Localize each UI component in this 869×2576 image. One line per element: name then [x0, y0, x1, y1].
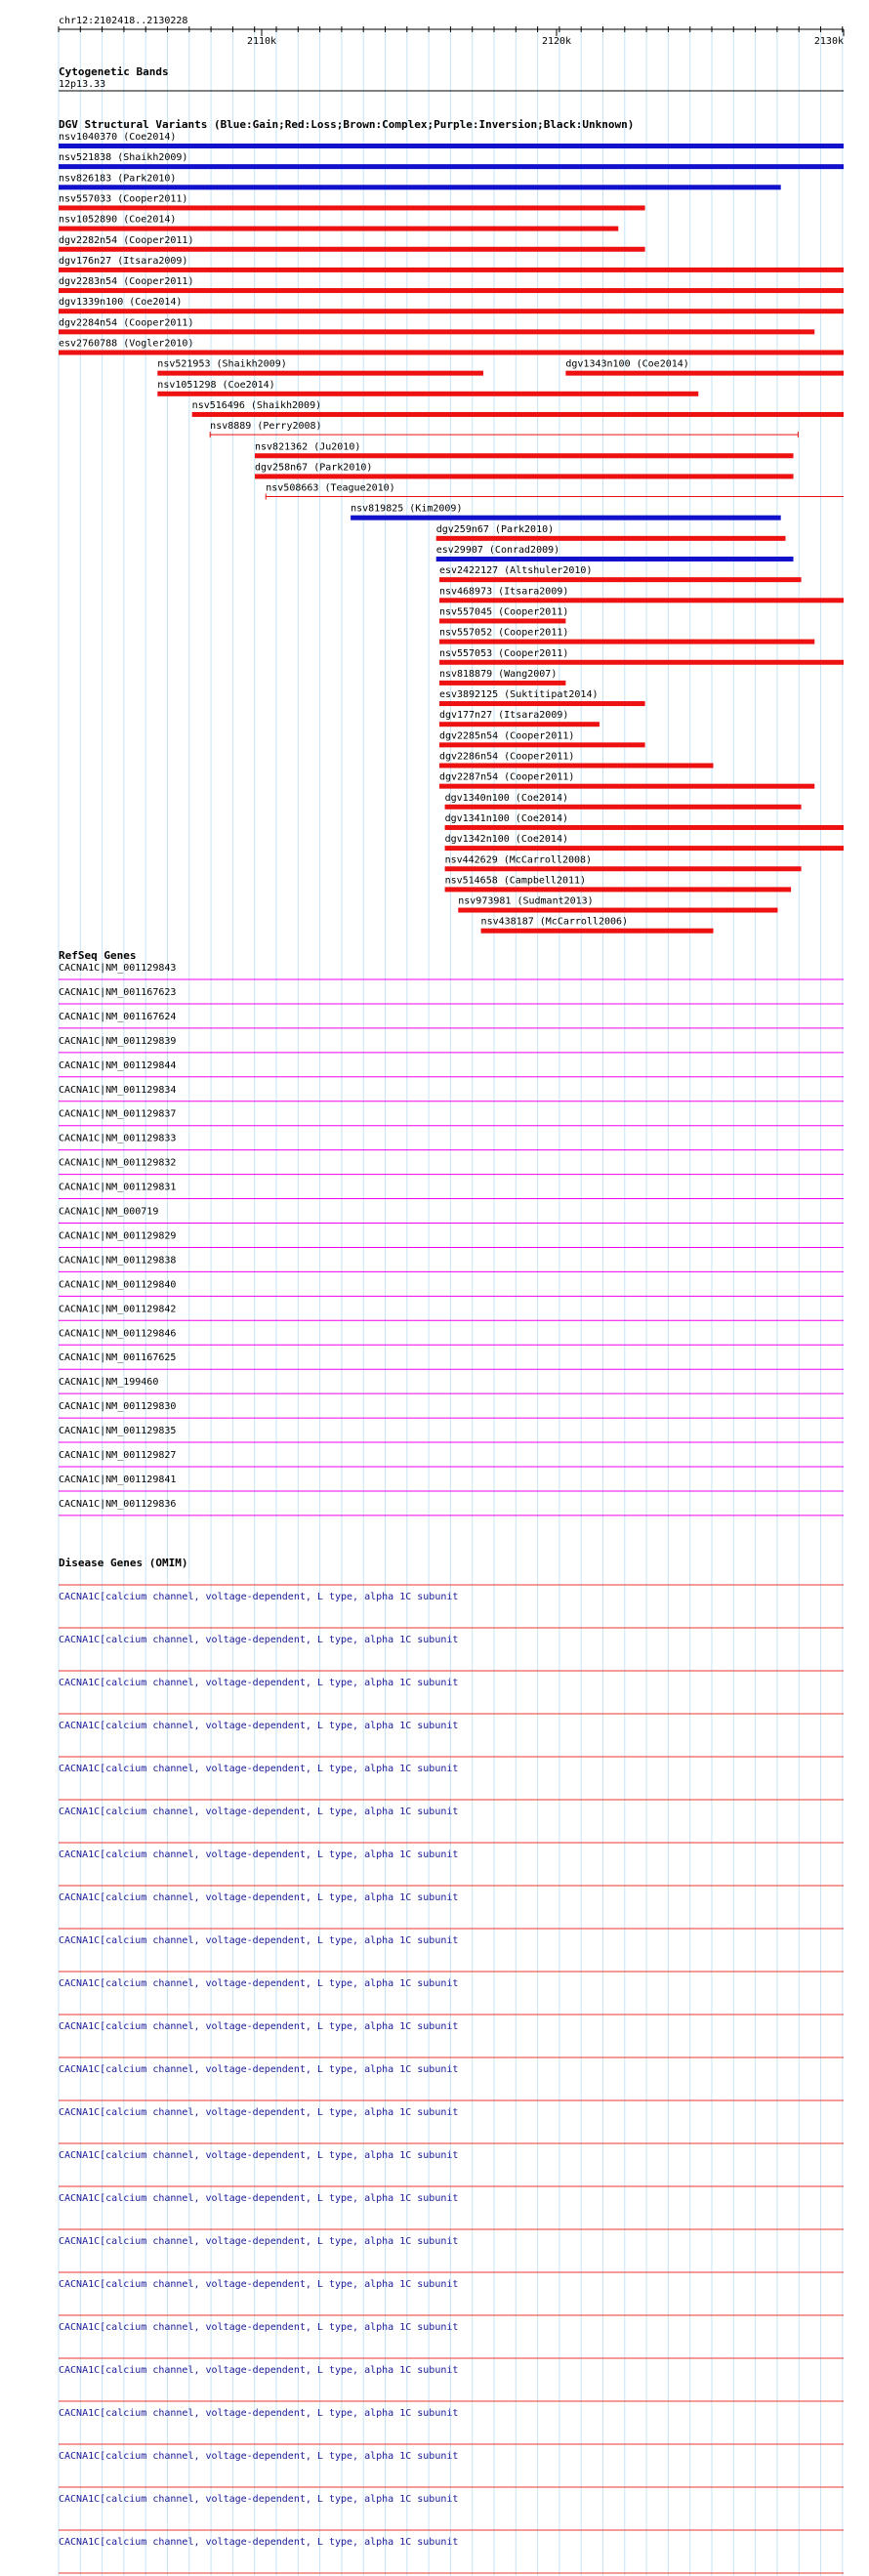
omim-gene[interactable] [59, 1886, 844, 1903]
refseq-gene[interactable] [59, 1085, 844, 1101]
dgv-item-label: dgv2283n54 (Cooper2011) [59, 276, 194, 288]
dgv-item[interactable] [59, 235, 645, 252]
ruler-tick-label: 2120k [541, 36, 572, 47]
omim-gene[interactable] [59, 2487, 844, 2505]
omim-gene[interactable] [59, 1714, 844, 1731]
dgv-item[interactable] [255, 441, 794, 458]
dgv-item-bar [439, 742, 645, 747]
dgv-item[interactable] [59, 193, 645, 210]
dgv-item[interactable] [157, 359, 844, 376]
refseq-gene-label: CACNA1C|NM_001129834 [59, 1084, 177, 1096]
dgv-item[interactable] [439, 565, 802, 582]
dgv-item-label: nsv821362 (Ju2010) [255, 441, 361, 453]
refseq-gene[interactable] [59, 1207, 844, 1224]
refseq-gene-label: CACNA1C|NM_001129844 [59, 1059, 177, 1071]
refseq-gene-label: CACNA1C|NM_001129832 [59, 1157, 177, 1169]
omim-gene[interactable] [59, 2315, 844, 2333]
omim-gene-label[interactable]: CACNA1C[calcium channel, voltage-dependent, L type, alpha 1C subunit [59, 2537, 459, 2548]
omim-gene-label[interactable]: CACNA1C[calcium channel, voltage-dependent, L type, alpha 1C subunit [59, 2193, 459, 2204]
dgv-item[interactable] [445, 875, 792, 892]
dgv-item-bar [255, 474, 794, 478]
dgv-item[interactable] [59, 339, 844, 355]
dgv-item-bar [157, 371, 483, 376]
dgv-item-bar [445, 846, 844, 851]
refseq-gene-label: CACNA1C|NM_001129829 [59, 1230, 177, 1242]
dgv-item-label: dgv259n67 (Park2010) [435, 523, 555, 535]
dgv-item-label: dgv2285n54 (Cooper2011) [438, 730, 575, 742]
dgv-item-bar [59, 185, 781, 189]
dgv-item-bar [59, 205, 645, 210]
dgv-item-label: nsv438187 (McCarroll2006) [480, 916, 629, 928]
dgv-item[interactable] [266, 483, 844, 500]
dgv-item-bar [436, 536, 786, 541]
dgv-item[interactable] [439, 730, 645, 747]
dgv-item-bar [481, 929, 714, 934]
dgv-item-label: nsv1051298 (Coe2014) [157, 379, 275, 391]
refseq-gene-label: CACNA1C|NM_001129838 [59, 1255, 177, 1267]
dgv-item[interactable] [59, 256, 844, 272]
dgv-item-label: dgv1343n100 (Coe2014) [565, 358, 689, 370]
dgv-item-label: dgv1339n100 (Coe2014) [59, 297, 183, 309]
omim-gene-label[interactable]: CACNA1C[calcium channel, voltage-dependent, L type, alpha 1C subunit [59, 1849, 459, 1860]
refseq-gene-label: CACNA1C|NM_001129846 [59, 1328, 177, 1340]
dgv-item[interactable] [157, 380, 698, 396]
dgv-item-bar [439, 618, 565, 623]
dgv-item-bar [255, 453, 794, 458]
dgv-item-label: nsv8889 (Perry2008) [210, 421, 322, 433]
omim-gene[interactable] [59, 1972, 844, 1989]
dgv-item[interactable] [59, 297, 844, 313]
refseq-track [59, 963, 844, 1516]
dgv-item-bar [59, 164, 844, 169]
dgv-item[interactable] [59, 276, 844, 293]
omim-gene-label[interactable]: CACNA1C[calcium channel, voltage-dependent, L type, alpha 1C subunit [59, 1721, 459, 1731]
omim-gene[interactable] [59, 2272, 844, 2290]
refseq-gene[interactable] [59, 1499, 844, 1516]
refseq-gene-label: CACNA1C|NM_001129842 [59, 1304, 177, 1315]
dgv-item-label: nsv557033 (Cooper2011) [59, 193, 188, 205]
dgv-item[interactable] [439, 710, 600, 727]
omim-gene-label[interactable]: CACNA1C[calcium channel, voltage-dependent, L type, alpha 1C subunit [59, 1807, 459, 1817]
dgv-item[interactable] [59, 317, 814, 334]
dgv-item-bar [59, 144, 844, 148]
omim-gene[interactable] [59, 1757, 844, 1774]
omim-gene[interactable] [59, 1929, 844, 1946]
dgv-item-label: nsv973981 (Sudmant2013) [458, 895, 594, 907]
dgv-item-bar [565, 371, 844, 376]
omim-gene-label[interactable]: CACNA1C[calcium channel, voltage-dependent, L type, alpha 1C subunit [59, 2107, 459, 2118]
dgv-item-bar [439, 577, 802, 582]
dgv-item-bar [445, 866, 802, 871]
omim-title: Disease Genes (OMIM) [59, 1557, 188, 1569]
dgv-item[interactable] [59, 215, 618, 231]
dgv-item-label: dgv177n27 (Itsara2009) [438, 710, 569, 722]
dgv-item[interactable] [439, 586, 844, 602]
dgv-item-bar [445, 805, 802, 810]
omim-gene-label[interactable]: CACNA1C[calcium channel, voltage-dependent, L type, alpha 1C subunit [59, 2365, 459, 2376]
omim-gene[interactable] [59, 1843, 844, 1860]
refseq-gene[interactable] [59, 963, 844, 979]
refseq-gene-label: CACNA1C|NM_000719 [59, 1206, 159, 1218]
omim-gene-label[interactable]: CACNA1C[calcium channel, voltage-dependent, L type, alpha 1C subunit [59, 1764, 459, 1774]
omim-gene[interactable] [59, 2229, 844, 2247]
ruler [59, 26, 844, 47]
dgv-item-bar [192, 412, 844, 417]
omim-gene-label[interactable]: CACNA1C[calcium channel, voltage-dependent, L type, alpha 1C subunit [59, 2494, 459, 2505]
dgv-item-label: esv3892125 (Suktitipat2014) [438, 689, 599, 701]
dgv-item[interactable] [439, 628, 814, 644]
dgv-item-bar [445, 825, 844, 830]
refseq-gene[interactable] [59, 1134, 844, 1150]
dgv-item-bar [59, 351, 844, 355]
refseq-gene[interactable] [59, 1279, 844, 1296]
omim-gene-label[interactable]: CACNA1C[calcium channel, voltage-dependent, L type, alpha 1C subunit [59, 1678, 459, 1688]
dgv-item[interactable] [439, 689, 645, 706]
region-label: chr12:2102418..2130228 [59, 16, 188, 26]
dgv-item[interactable] [210, 421, 798, 437]
dgv-item-label: esv2422127 (Altshuler2010) [438, 565, 593, 577]
refseq-gene-label: CACNA1C|NM_001167625 [59, 1352, 177, 1364]
cytoband-label: 12p13.33 [59, 79, 106, 90]
dgv-item[interactable] [192, 400, 844, 417]
dgv-item[interactable] [59, 152, 844, 169]
omim-gene[interactable] [59, 2401, 844, 2419]
dgv-item[interactable] [445, 834, 844, 851]
dgv-item[interactable] [439, 648, 844, 665]
omim-gene-label[interactable]: CACNA1C[calcium channel, voltage-dependent, L type, alpha 1C subunit [59, 1978, 459, 1989]
refseq-gene-label: CACNA1C|NM_001129843 [59, 963, 177, 974]
dgv-item-label: dgv2286n54 (Cooper2011) [438, 751, 575, 763]
refseq-gene-label: CACNA1C|NM_001129833 [59, 1133, 177, 1144]
dgv-title: DGV Structural Variants (Blue:Gain;Red:Loss;Brown:Complex;Purple:Inversion;Black:Unknown) [59, 118, 635, 131]
dgv-item-label: dgv2287n54 (Cooper2011) [438, 771, 575, 783]
dgv-track [59, 132, 844, 934]
dgv-item-bar [59, 268, 844, 272]
refseq-gene-label: CACNA1C|NM_001129830 [59, 1401, 177, 1413]
refseq-gene-label: CACNA1C|NM_001129837 [59, 1108, 177, 1120]
dgv-item-label: nsv819825 (Kim2009) [351, 503, 463, 515]
dgv-item-label: nsv508663 (Teague2010) [266, 482, 395, 494]
omim-gene[interactable] [59, 2358, 844, 2376]
cytoband-title: Cytogenetic Bands [59, 65, 169, 78]
refseq-gene[interactable] [59, 1450, 844, 1467]
dgv-item-bar [59, 329, 814, 334]
refseq-gene-label: CACNA1C|NM_001129831 [59, 1182, 177, 1193]
dgv-item[interactable] [445, 854, 802, 871]
dgv-item-label: nsv514658 (Campbell2011) [444, 875, 587, 887]
omim-gene-label[interactable]: CACNA1C[calcium channel, voltage-dependent, L type, alpha 1C subunit [59, 2451, 459, 2462]
dgv-item-bar [439, 681, 565, 686]
dgv-item[interactable] [439, 752, 714, 769]
dgv-item-label: esv29907 (Conrad2009) [435, 545, 560, 556]
dgv-item-bar [59, 247, 645, 252]
refseq-gene-label: CACNA1C|NM_001167623 [59, 986, 177, 998]
refseq-gene[interactable] [59, 1230, 844, 1247]
refseq-gene[interactable] [59, 1426, 844, 1442]
dgv-item[interactable] [351, 504, 781, 520]
refseq-gene[interactable] [59, 1304, 844, 1320]
dgv-item[interactable] [445, 813, 844, 830]
omim-gene[interactable] [59, 1585, 844, 1602]
omim-gene[interactable] [59, 2186, 844, 2204]
refseq-gene[interactable] [59, 1328, 844, 1345]
refseq-gene-label: CACNA1C|NM_199460 [59, 1377, 159, 1389]
dgv-item-bar [439, 764, 714, 769]
dgv-item-label: esv2760788 (Vogler2010) [59, 338, 194, 350]
omim-gene-label[interactable]: CACNA1C[calcium channel, voltage-dependent, L type, alpha 1C subunit [59, 1592, 459, 1602]
dgv-item[interactable] [439, 606, 568, 623]
omim-gene[interactable] [59, 1671, 844, 1688]
dgv-item-label: dgv1340n100 (Coe2014) [444, 792, 569, 804]
omim-gene[interactable] [59, 1800, 844, 1817]
refseq-gene-label: CACNA1C|NM_001129827 [59, 1450, 177, 1461]
dgv-item-label: nsv442629 (McCarroll2008) [444, 854, 593, 866]
dgv-item-label: nsv521838 (Shaikh2009) [59, 152, 188, 164]
refseq-gene[interactable] [59, 1183, 844, 1199]
dgv-item[interactable] [255, 462, 794, 478]
dgv-item-label: nsv557052 (Cooper2011) [438, 627, 569, 639]
dgv-item-label: dgv2284n54 (Cooper2011) [59, 317, 194, 329]
refseq-gene[interactable] [59, 1352, 844, 1369]
refseq-gene-label: CACNA1C|NM_001167624 [59, 1011, 177, 1022]
dgv-item-label: nsv516496 (Shaikh2009) [191, 399, 322, 411]
dgv-item[interactable] [458, 896, 777, 913]
dgv-item-bar [439, 598, 844, 602]
refseq-gene[interactable] [59, 1377, 844, 1393]
omim-gene-label[interactable]: CACNA1C[calcium channel, voltage-dependent, L type, alpha 1C subunit [59, 2279, 459, 2290]
omim-gene-label[interactable]: CACNA1C[calcium channel, voltage-dependent, L type, alpha 1C subunit [59, 2408, 459, 2419]
dgv-item-bar [439, 722, 600, 727]
dgv-item-label: nsv1052890 (Coe2014) [59, 214, 177, 226]
refseq-gene-label: CACNA1C|NM_001129841 [59, 1474, 177, 1485]
dgv-item-bar [439, 701, 645, 706]
omim-gene[interactable] [59, 2015, 844, 2032]
refseq-gene-label: CACNA1C|NM_001129836 [59, 1498, 177, 1510]
omim-gene-label[interactable]: CACNA1C[calcium channel, voltage-dependent, L type, alpha 1C subunit [59, 1892, 459, 1903]
omim-gene[interactable] [59, 2143, 844, 2161]
refseq-gene[interactable] [59, 1060, 844, 1077]
dgv-item[interactable] [481, 917, 714, 934]
refseq-gene[interactable] [59, 1255, 844, 1271]
dgv-item-label: nsv826183 (Park2010) [59, 173, 177, 185]
omim-gene[interactable] [59, 2057, 844, 2075]
dgv-item-bar [445, 887, 792, 892]
omim-gene[interactable] [59, 1628, 844, 1645]
dgv-item-bar [157, 392, 698, 396]
dgv-item-bar [439, 640, 814, 644]
refseq-gene[interactable] [59, 1401, 844, 1418]
omim-gene[interactable] [59, 2444, 844, 2462]
refseq-title: RefSeq Genes [59, 949, 137, 962]
refseq-gene[interactable] [59, 1012, 844, 1028]
refseq-gene[interactable] [59, 1109, 844, 1126]
dgv-item[interactable] [436, 545, 794, 561]
refseq-gene-label: CACNA1C|NM_001129835 [59, 1426, 177, 1437]
omim-gene-label[interactable]: CACNA1C[calcium channel, voltage-dependent, L type, alpha 1C subunit [59, 2322, 459, 2333]
dgv-item-bar [59, 288, 844, 293]
omim-gene-label[interactable]: CACNA1C[calcium channel, voltage-dependent, L type, alpha 1C subunit [59, 1935, 459, 1946]
dgv-item-label: dgv1342n100 (Coe2014) [444, 834, 569, 846]
ruler-tick-label: 2130k [813, 36, 844, 47]
dgv-item-label: nsv818879 (Wang2007) [438, 668, 558, 680]
dgv-item-label: dgv258n67 (Park2010) [255, 462, 373, 474]
dgv-item-bar [458, 908, 777, 913]
dgv-item-label: nsv557053 (Cooper2011) [438, 647, 569, 659]
dgv-item-label: nsv468973 (Itsara2009) [438, 586, 569, 598]
omim-gene-label[interactable]: CACNA1C[calcium channel, voltage-dependent, L type, alpha 1C subunit [59, 1635, 459, 1645]
dgv-item-bar [439, 660, 844, 665]
dgv-item-bar [436, 557, 794, 561]
dgv-item-label: nsv1040370 (Coe2014) [59, 132, 177, 143]
dgv-item-label: dgv2282n54 (Cooper2011) [59, 234, 194, 246]
dgv-item-bar [59, 309, 844, 313]
omim-gene[interactable] [59, 2100, 844, 2118]
refseq-gene[interactable] [59, 1036, 844, 1053]
dgv-item-label: dgv176n27 (Itsara2009) [59, 255, 188, 267]
omim-gene[interactable] [59, 2530, 844, 2548]
dgv-item-bar [351, 516, 781, 520]
refseq-gene[interactable] [59, 1475, 844, 1491]
omim-gene-label[interactable]: CACNA1C[calcium channel, voltage-dependent, L type, alpha 1C subunit [59, 2236, 459, 2247]
dgv-item-bar [59, 227, 618, 231]
refseq-gene[interactable] [59, 987, 844, 1004]
ruler-tick-label: 2110k [246, 36, 277, 47]
refseq-gene-label: CACNA1C|NM_001129839 [59, 1035, 177, 1047]
dgv-item[interactable] [59, 173, 781, 189]
refseq-gene[interactable] [59, 1158, 844, 1175]
omim-gene-label[interactable]: CACNA1C[calcium channel, voltage-dependent, L type, alpha 1C subunit [59, 2150, 459, 2161]
dgv-item-label: dgv1341n100 (Coe2014) [444, 812, 569, 824]
omim-track [59, 1585, 844, 2576]
omim-gene-label[interactable]: CACNA1C[calcium channel, voltage-dependent, L type, alpha 1C subunit [59, 2021, 459, 2032]
refseq-gene-label: CACNA1C|NM_001129840 [59, 1279, 177, 1291]
dgv-item[interactable] [445, 793, 802, 810]
omim-gene-label[interactable]: CACNA1C[calcium channel, voltage-dependent, L type, alpha 1C subunit [59, 2064, 459, 2075]
dgv-item[interactable] [59, 132, 844, 148]
dgv-item[interactable] [439, 772, 814, 789]
dgv-item-bar [439, 784, 814, 789]
dgv-item-label: nsv521953 (Shaikh2009) [157, 358, 287, 370]
dgv-item[interactable] [439, 669, 565, 686]
dgv-item-label: nsv557045 (Cooper2011) [438, 606, 569, 618]
